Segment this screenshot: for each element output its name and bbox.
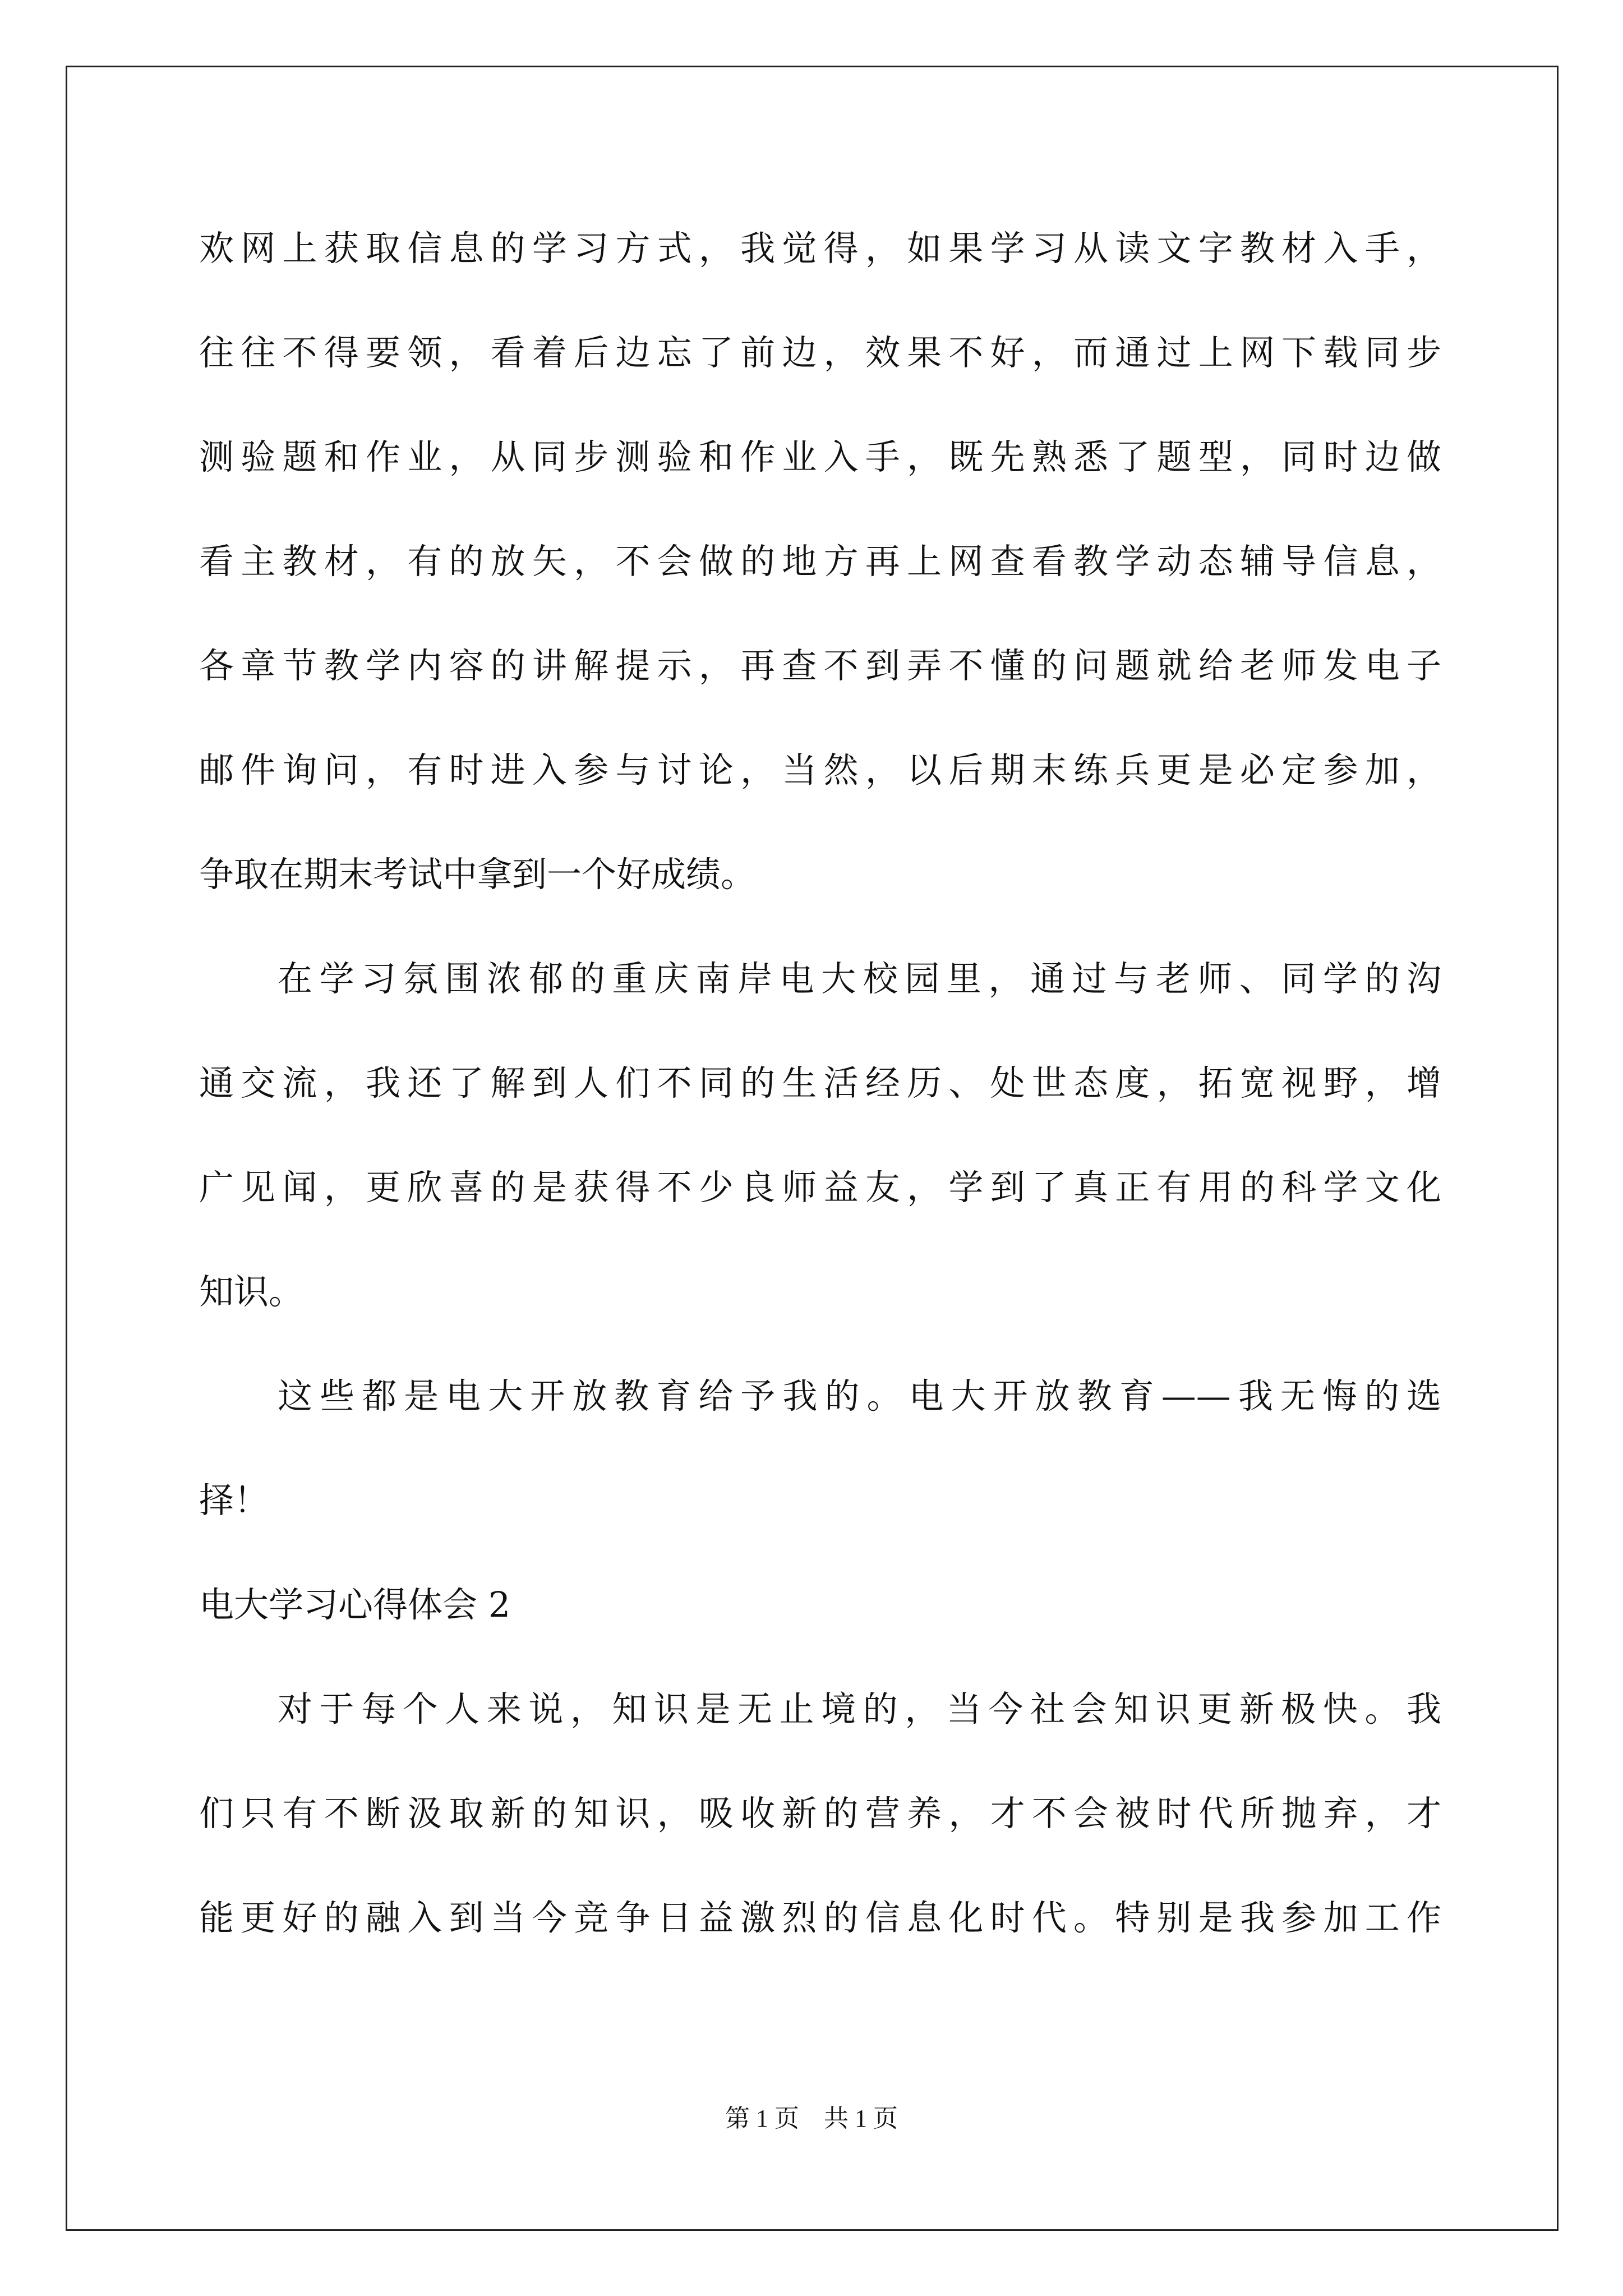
paragraph-line: 们只有不断汲取新的知识，吸收新的营养，才不会被时代所抛弃，才 xyxy=(199,1793,1441,1834)
paragraph-line: 测验题和作业，从同步测验和作业入手，既先熟悉了题型，同时边做 xyxy=(199,436,1441,477)
document-body xyxy=(199,196,1441,1970)
paragraph-line: 看主教材，有的放矢，不会做的地方再上网查看教学动态辅导信息， xyxy=(199,541,1441,582)
paragraph-line: 能更好的融入到当今竞争日益激烈的信息化时代。特别是我参加工作 xyxy=(199,1897,1441,1938)
page-number-footer: 第 1 页 共 1 页 xyxy=(725,2105,898,2132)
paragraph-line: 往往不得要领，看着后边忘了前边，效果不好，而通过上网下载同步 xyxy=(199,332,1441,373)
paragraph-line: 争取在期末考试中拿到一个好成绩。 xyxy=(199,854,756,895)
paragraph-line: 对于每个人来说，知识是无止境的，当今社会知识更新极快。我 xyxy=(278,1688,1441,1729)
paragraph-line: 邮件询问，有时进入参与讨论，当然，以后期末练兵更是必定参加， xyxy=(199,749,1441,790)
paragraph-line: 在学习氛围浓郁的重庆南岸电大校园里，通过与老师、同学的沟 xyxy=(278,958,1441,999)
paragraph-line: 这些都是电大开放教育给予我的。电大开放教育——我无悔的选 xyxy=(278,1375,1441,1416)
paragraph-line: 广见闻，更欣喜的是获得不少良师益友，学到了真正有用的科学文化 xyxy=(199,1167,1441,1208)
section-heading: 电大学习心得体会 2 xyxy=(199,1584,511,1625)
paragraph-line: 欢网上获取信息的学习方式，我觉得，如果学习从读文字教材入手， xyxy=(199,228,1441,269)
paragraph-line: 择！ xyxy=(199,1480,269,1521)
paragraph-line: 各章节教学内容的讲解提示，再查不到弄不懂的问题就给老师发电子 xyxy=(199,645,1441,686)
paragraph-line: 通交流，我还了解到人们不同的生活经历、处世态度，拓宽视野，增 xyxy=(199,1062,1441,1103)
paragraph-line: 知识。 xyxy=(199,1271,304,1312)
